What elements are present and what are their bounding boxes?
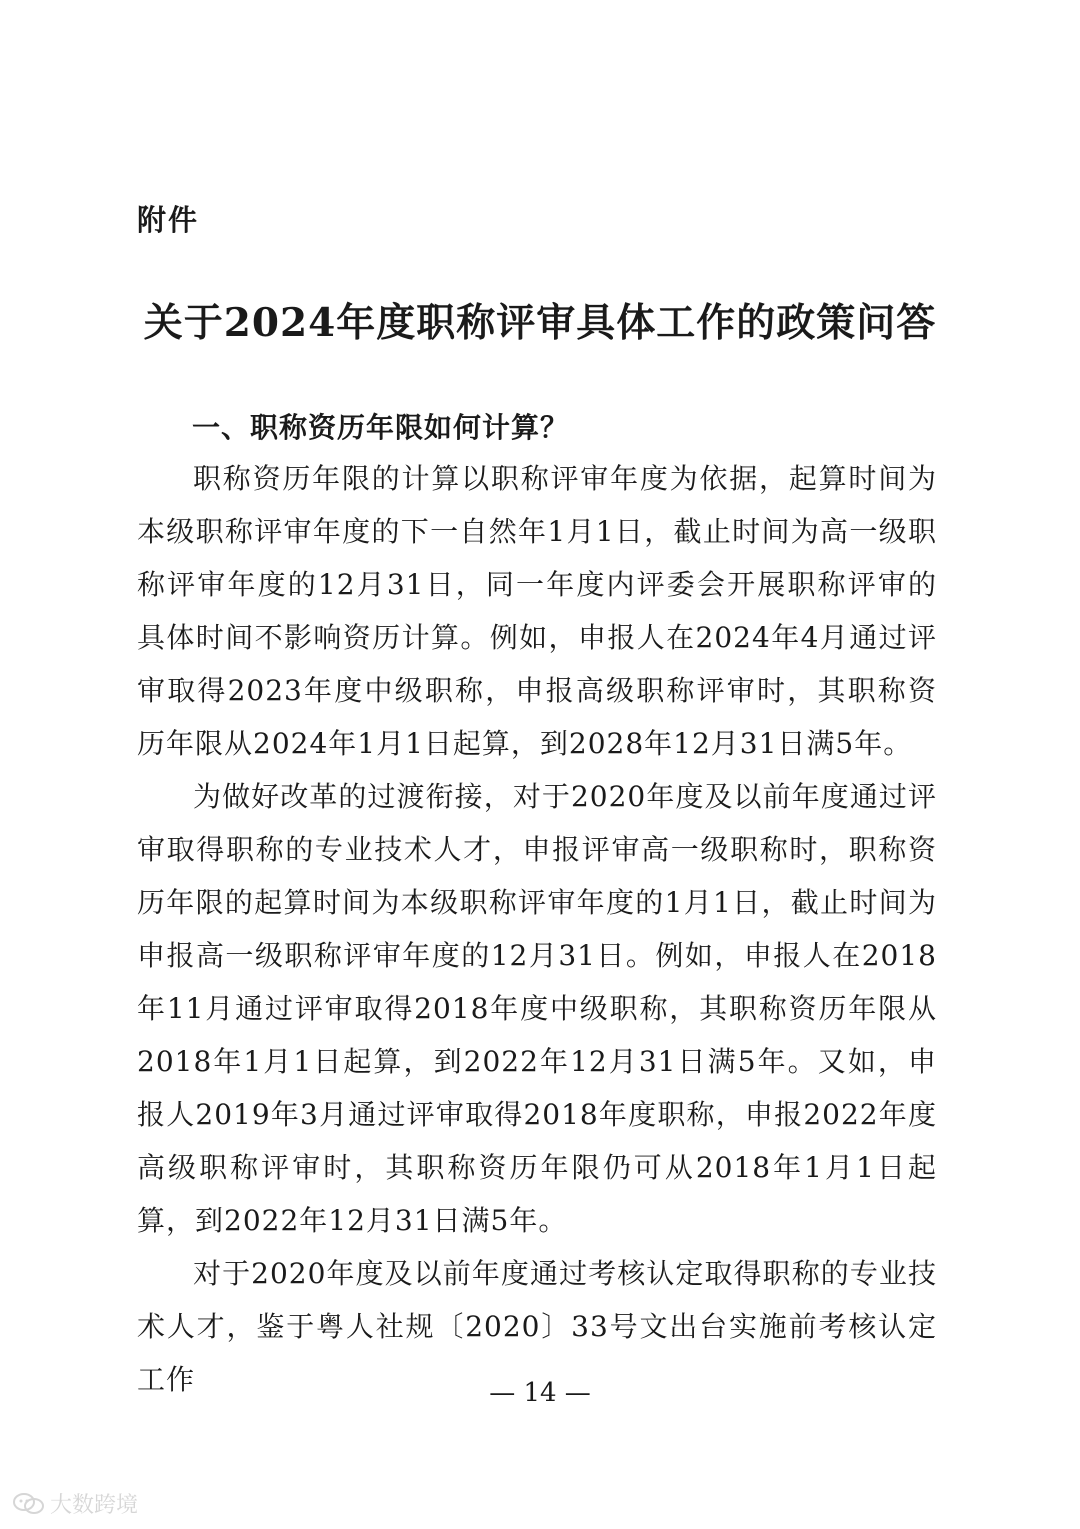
body-text: [137, 452, 937, 1406]
wechat-logo-icon: [12, 1491, 46, 1517]
section-heading: 一、职称资历年限如何计算？: [192, 411, 570, 444]
attachment-label: 附件: [137, 203, 200, 237]
document-title: 关于2024年度职称评审具体工作的政策问答: [143, 300, 937, 346]
page-number: — 14 —: [489, 1378, 591, 1408]
paragraph-1: 职称资历年限的计算以职称评审年度为依据，起算时间为本级职称评审年度的下一自然年1月1日，截止时间为高一级职称评审年度的12月31日，同一年度内评委会开展职称评审的具体时间不影响资历计算。例如，申报人在2024年4月通过评审取得2023年度中级职称，申报高级职称评审时，其职称资历年限从2024年1月1日起算，到2028年12月31日满5年。: [137, 462, 937, 760]
watermark-text: 大数跨境: [50, 1493, 139, 1518]
paragraph-3: 对于2020年度及以前年度通过考核认定取得职称的专业技术人才，鉴于粤人社规〔2020〕33号文出台实施前考核认定工作: [137, 1257, 937, 1396]
watermark: [12, 1488, 138, 1519]
paragraph-2: 为做好改革的过渡衔接，对于2020年度及以前年度通过评审取得职称的专业技术人才，申报评审高一级职称时，职称资历年限的起算时间为本级职称评审年度的1月1日，截止时间为申报高一级职称评审年度的12月31日。例如，申报人在2018年11月通过评审取得2018年度中级职称，其职称资历年限从2018年1月1日起算，到2022年12月31日满5年。又如，申报人2019年3月通过评审取得2018年度职称，申报2022年度高级职称评审时，其职称资历年限仍可从2018年1月1日起算，到2022年12月31日满5年。: [137, 780, 937, 1237]
